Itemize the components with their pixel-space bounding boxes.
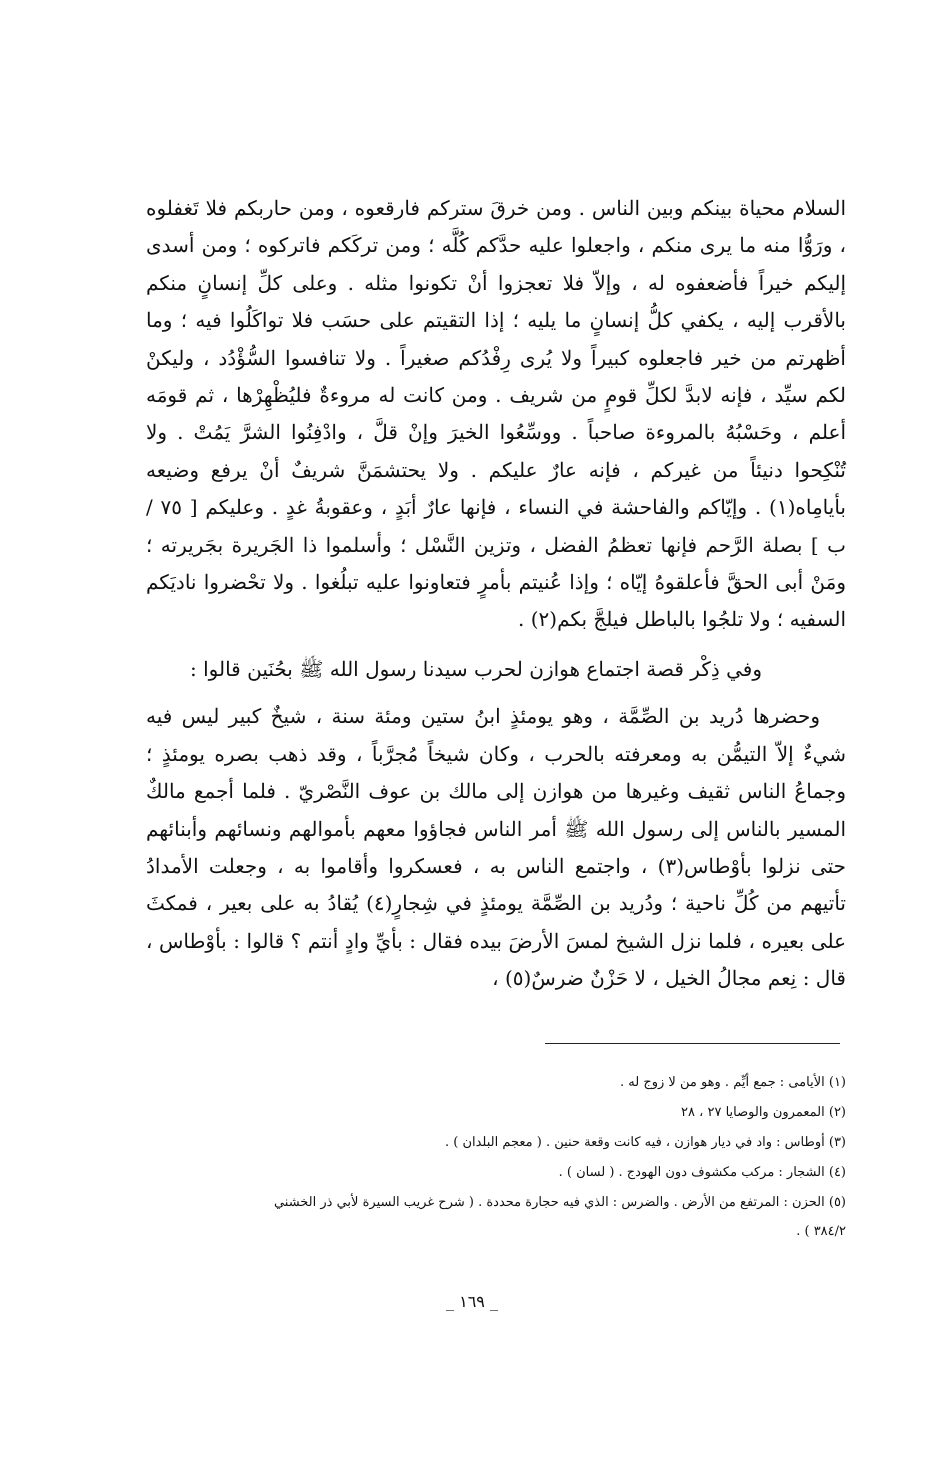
footnote-2: (٢) المعمرون والوصايا ٢٧ ، ٢٨ bbox=[681, 1105, 846, 1120]
paragraph-narrative: وحضرها دُريد بن الصِّمَّة ، وهو يومئذٍ ابنُ ستين ومئة سنة ، شيخٌ كبير ليس فيه شيءٌ إلاّ التيمُّن به ومعرفته بالحرب ، وكان شيخاً مُجرَّباً ، وقد ذهب بصره يومئذٍ ؛ وجماعُ الناس ثقيف وغيرها من هوازن إلى مالك بن عوف النَّصْريّ . فلما أجمع مالكٌ المسير بالناس إلى رسول الله ﷺ أمر الناس فجاؤوا معهم بأموالهم ونسائهم وأبنائهم حتى نزلوا بأوْطاس(٣) ، واجتمع الناس به ، فعسكروا وأقاموا به ، وجعلت الأمدادُ تأتيهم من كُلِّ ناحية ؛ ودُريد بن الصِّمَّة يومئذٍ في شِجارٍ(٤) يُقادُ به على بعير ، فمكثَ على بعيره ، فلما نزل الشيخ لمسَ الأرضَ بيده فقال : بأيِّ وادٍ أنتم ؟ قالوا : بأوْطاس ، قال : نِعم مجالُ الخيل ، لا حَزْنٌ ضرسٌ(٥) ، bbox=[146, 704, 847, 991]
main-text bbox=[146, 190, 846, 998]
footnote-1: (١) الأيامى : جمع أيِّم . وهو من لا زوج له . bbox=[620, 1075, 846, 1090]
section-heading: وفي ذِكْر قصة اجتماع هوازن لحرب سيدنا رسول الله ﷺ بحُنَين قالوا : bbox=[190, 656, 762, 681]
footnote-4: (٤) الشجار : مركب مكشوف دون الهودج . ( لسان ) . bbox=[558, 1165, 846, 1180]
page-number: _ ١٦٩ _ bbox=[446, 1292, 498, 1311]
footnote-separator bbox=[545, 1043, 840, 1044]
footnotes bbox=[146, 1068, 846, 1246]
paragraph-advice: السلام محياة بينكم وبين الناس . ومن خرقَ ستركم فارقعوه ، ومن حاربكم فلا تَغفلوه ، ورَوُّا منه ما يرى منكم ، واجعلوا عليه حدَّكم كُلَّه ؛ ومن تركَكم فاتركوه ؛ ومن أسدى إليكم خيراً فأضعفوه له ، وإلاّ فلا تعجزوا أنْ تكونوا مثله . وعلى كلِّ إنسانٍ منكم بالأقرب إليه ، يكفي كلُّ إنسانٍ ما يليه ؛ إذا التقيتم على حسَب فلا تواكَلُوا فيه ؛ وما أظهرتم من خير فاجعلوه كبيراً ولا يُرى رِفْدُكم صغيراً . ولا تنافسوا السُّؤْدُد ، وليكنْ لكم سيِّد ، فإنه لابدَّ لكلِّ قومٍ من شريف . ومن كانت له مروءةٌ فليُظْهِرْها ، ثم قومَه أعلم ، وحَسْبُهُ بالمروءة صاحباً . ووسِّعُوا الخيرَ وإنْ قلَّ ، وادْفِنُوا الشرَّ يَمُتْ . ولا تُنْكِحوا دنيئاً من غيركم ، فإنه عارٌ عليكم . ولا يحتشمَنَّ شريفٌ أنْ يرفع وضيعه بأيامِاه(١) . وإيّاكم والفاحشة في النساء ، فإنها عارٌ أبَدٍ ، وعقوبةُ غدٍ . وعليكم [ ٧٥ / ب ] بصلة الرَّحم فإنها تعظمُ الفضل ، وتزين النَّسْل ؛ وأسلموا ذا الجَريرة بجَريرته ؛ ومَنْ أبى الحقَّ فأعلقوهُ إيّاه ؛ وإذا عُنيتم بأمرٍ فتعاونوا عليه تبلُغوا . ولا تحْضروا ناديَكم السفيه ؛ ولا تلجُوا بالباطل فيلجَّ بكم(٢) . bbox=[146, 196, 846, 632]
footnote-3: (٣) أوطاس : واد في ديار هوازن ، فيه كانت وقعة حنين . ( معجم البلدان ) . bbox=[444, 1135, 846, 1150]
footnote-5: (٥) الحزن : المرتفع من الأرض . والضرس : الذي فيه حجارة محددة . ( شرح غريب السيرة لأبي ذر الخشني bbox=[273, 1195, 846, 1210]
footnote-5-continuation: ٣٨٤/٢ ) . bbox=[796, 1224, 846, 1239]
